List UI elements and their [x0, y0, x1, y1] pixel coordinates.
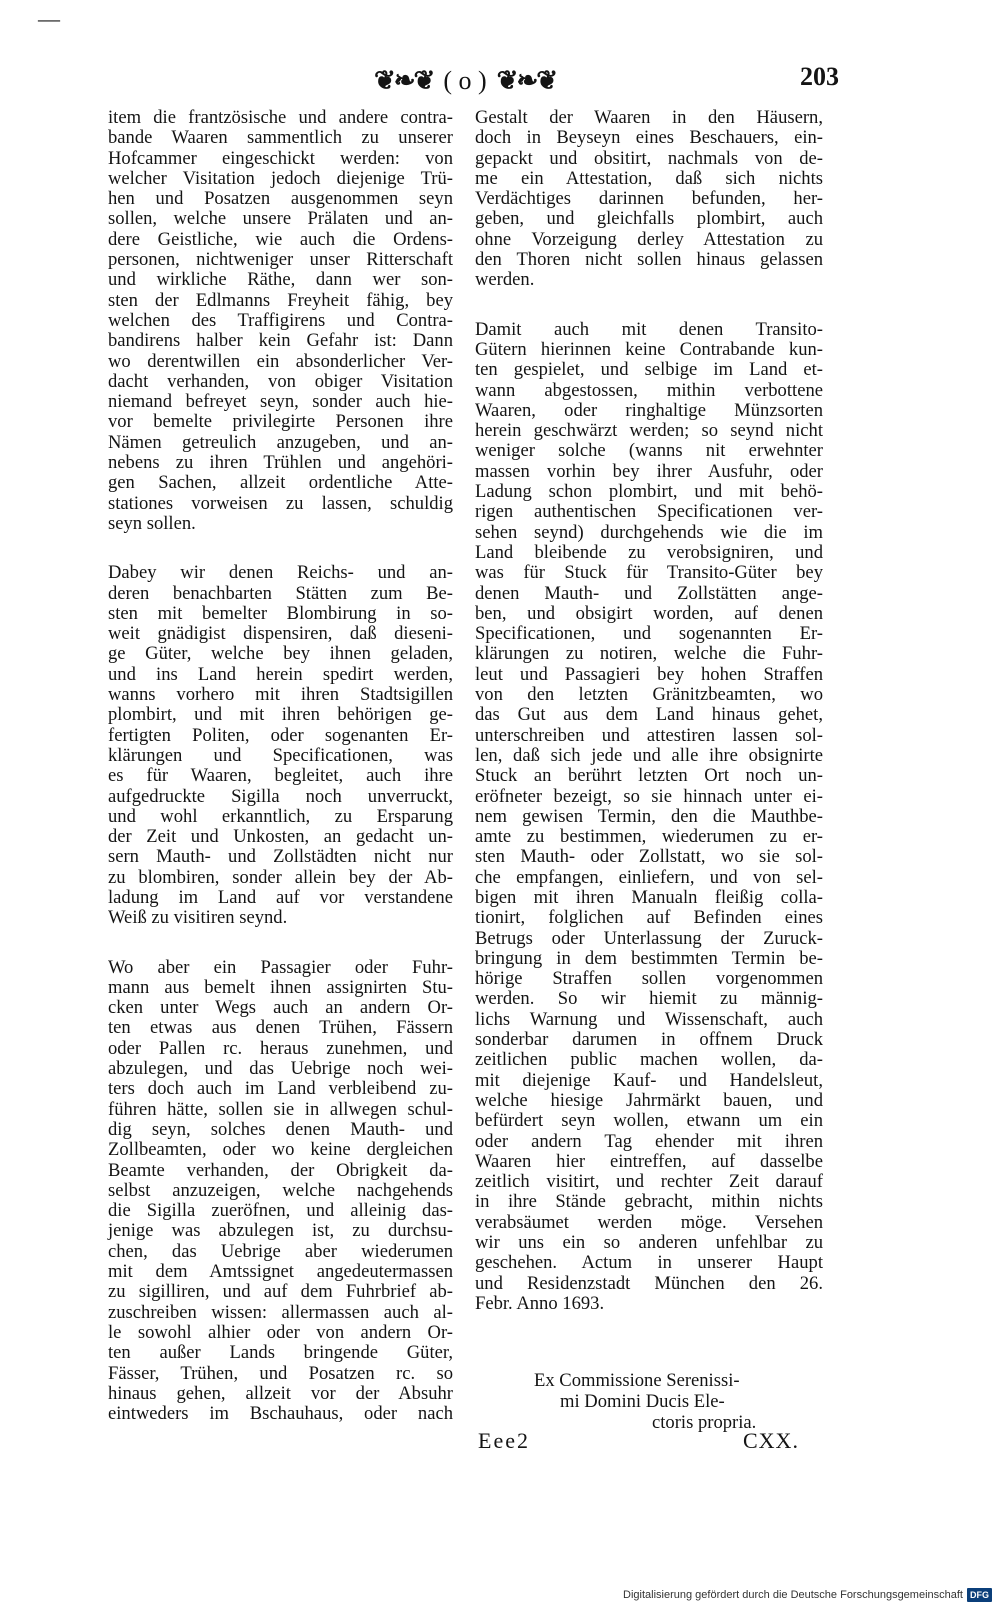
- text-line: hen und Posatzen ausgenommen seyn: [108, 188, 453, 210]
- ornament-right: ❦❧❦: [496, 66, 557, 95]
- footer-credit: [623, 1587, 992, 1603]
- text-line: sten Mauth- oder Zollstatt, wo sie sol-: [475, 846, 823, 868]
- text-line: bande Waaren sammentlich zu unserer: [108, 127, 453, 149]
- text-line: und wohl erkanntlich, zu Ersparung: [108, 805, 453, 827]
- text-line: sern Mauth- und Zollstädten nicht nur: [108, 846, 453, 868]
- text-line: nem gewisen Termin, den die Mauthbe-: [475, 805, 823, 827]
- text-line: bringung in dem bestimmten Termin be-: [475, 947, 823, 969]
- text-line: sten mit bemelter Blombirung in so-: [108, 602, 453, 624]
- signature-line-1: Ex Commissione Serenissi-: [534, 1370, 740, 1391]
- text-line: zuschreiben wissen: allermassen auch al-: [108, 1301, 453, 1323]
- text-line: unterschreiben und attestiren lassen sol-: [475, 724, 823, 746]
- text-line: ten etwas aus denen Trühen, Fässern: [108, 1017, 453, 1039]
- text-line: oder andern Tag ehender mit ihren: [475, 1130, 823, 1152]
- text-line: hinaus gehen, allzeit vor der Absuhr: [108, 1382, 453, 1404]
- text-line: stationes vorweisen zu lassen, schuldig: [108, 492, 453, 514]
- text-line: ladung im Land auf vor verstandene: [108, 886, 453, 908]
- text-line: befürdert seyn wollen, etwann um ein: [475, 1110, 823, 1132]
- text-line: leut und Passagieri bey hohen Straffen: [475, 663, 823, 685]
- text-line: sollen, welche unsere Prälaten und an-: [108, 208, 453, 230]
- text-line: vor bemelte privilegirte Personen ihre: [108, 411, 453, 433]
- text-line: bandirens halber kein Gefahr ist: Dann: [108, 330, 453, 352]
- text-line: oder Pallen rc. heraus zunehmen, und: [108, 1037, 453, 1059]
- text-line: len, daß sich jede und alle ihre obsignirte: [475, 744, 823, 766]
- text-line: tionirt, folglichen auf Befinden eines: [475, 907, 823, 929]
- dfg-logo-icon: DFG: [967, 1588, 992, 1602]
- text-line: wanns vorhero mit ihren Stadtsigillen: [108, 684, 453, 706]
- text-line: der Zeit und Unkosten, an gedacht un-: [108, 826, 453, 848]
- ornament-left: ❦❧❦: [373, 66, 434, 95]
- text-line: und wirkliche Räthe, dann wer son-: [108, 269, 453, 291]
- text-line: Waaren, oder ringhaltige Münzsorten: [475, 399, 823, 421]
- text-line: ge Güter, welche bey ihnen geladen,: [108, 643, 453, 665]
- text-line: niemand befreyet seyn, sonder auch hie-: [108, 391, 453, 413]
- text-line: und ins Land herein spedirt werden,: [108, 663, 453, 685]
- text-line: bigen mit ihren Manualn fleißig colla-: [475, 886, 823, 908]
- text-line: werden.: [475, 269, 535, 291]
- text-line: zu blombiren, sonder allein bey der Ab-: [108, 866, 453, 888]
- text-line: die Sigilla zueröfnen, und alleinig das-: [108, 1200, 453, 1222]
- text-line: sten der Edlmanns Freyheit fähig, bey: [108, 289, 453, 311]
- text-line: Fässer, Trühen, und Posatzen rc. so: [108, 1362, 453, 1384]
- text-line: Febr. Anno 1693.: [475, 1292, 605, 1314]
- paragraph-gap: [108, 534, 453, 563]
- signature-line-3: ctoris propria.: [652, 1412, 757, 1433]
- text-line: welche hiesige Jahrmärkt bauen, und: [475, 1089, 823, 1111]
- text-line: abzulegen, und das Uebrige noch wei-: [108, 1058, 453, 1080]
- text-line: was für Stuck für Transito-Güter bey: [475, 562, 823, 584]
- text-line: klärungen zu notiren, welche die Fuhr-: [475, 643, 823, 665]
- text-line: selbst anzuzeigen, welche nachgehends: [108, 1179, 453, 1201]
- text-line: klärungen und Specificationen, was: [108, 744, 453, 766]
- page-header: [320, 62, 610, 100]
- text-line: Weiß zu visitiren seynd.: [108, 907, 288, 929]
- text-line: weniger solche (wanns nit erwehnter: [475, 440, 823, 462]
- text-line: ohne Vorzeigung derley Attestation zu: [475, 228, 823, 250]
- text-line: Land bleibende zu verobsigniren, und: [475, 541, 823, 563]
- text-line: che empfangen, einliefern, und von sel-: [475, 866, 823, 888]
- text-line: hörige Straffen sollen vorgenommen: [475, 968, 823, 990]
- text-line: das Gut aus dem Land hinaus gehet,: [475, 704, 823, 726]
- text-line: plombirt, und mit ihren behörigen ge-: [108, 704, 453, 726]
- next-document-number: CXX.: [743, 1428, 799, 1453]
- text-line: dere Geistliche, wie auch die Ordens-: [108, 228, 453, 250]
- text-line: Ladung schon plombirt, und mit behö-: [475, 481, 823, 503]
- text-line: ben, und obsigirt worden, auf denen: [475, 602, 823, 624]
- text-line: geschehen. Actum in unserer Haupt: [475, 1252, 823, 1274]
- text-line: rigen authentischen Specificationen ver-: [475, 501, 823, 523]
- text-line: lichs Warnung und Wissenschaft, auch: [475, 1008, 823, 1030]
- text-line: eröfneter bezeigt, so sie hinnach unter ei-: [475, 785, 823, 807]
- text-line: herein geschwärzt werden; so seynd nicht: [475, 420, 823, 442]
- text-line: denen Mauth- und Zollstätten ange-: [475, 582, 823, 604]
- right-column: [475, 108, 823, 1314]
- text-line: dacht verhanden, von obiger Visitation: [108, 370, 453, 392]
- text-line: es für Waaren, begleitet, auch ihre: [108, 765, 453, 787]
- text-line: gen Sachen, allzeit ordentliche Atte-: [108, 472, 453, 494]
- text-line: eintweders im Bschauhaus, oder nach: [108, 1403, 453, 1425]
- text-line: mann aus bemelt ihnen assignirten Stu-: [108, 976, 453, 998]
- text-line: le sowohl alhier oder von andern Or-: [108, 1321, 453, 1343]
- text-line: Dabey wir denen Reichs- und an-: [108, 562, 453, 584]
- text-line: in ihre Stände gebracht, mithin nichts: [475, 1191, 823, 1213]
- text-line: zu sigilliren, und auf dem Fuhrbrief ab-: [108, 1281, 453, 1303]
- text-line: Waaren hier eintreffen, auf dasselbe: [475, 1150, 823, 1172]
- text-line: Zollbeamten, oder wo keine dergleichen: [108, 1139, 453, 1161]
- text-line: seyn sollen.: [108, 512, 196, 534]
- text-line: zeitlichen public machen wollen, da-: [475, 1049, 823, 1071]
- text-line: von den letzten Gränitzbeamten, wo: [475, 684, 823, 706]
- text-line: chen, das Uebrige aber wiederumen: [108, 1240, 453, 1262]
- text-line: weit gnädigist dispensiren, daß dieseni-: [108, 623, 453, 645]
- text-line: zeitlich visitirt, und rechter Zeit darauf: [475, 1171, 823, 1193]
- text-line: mit dem Amtssignet angedeutermassen: [108, 1261, 453, 1283]
- text-line: führen hätte, sollen sie in allwegen schul-: [108, 1098, 453, 1120]
- text-line: geben, und gleichfalls plombirt, auch: [475, 208, 823, 230]
- text-line: me ein Attestation, daß sich nichts: [475, 167, 823, 189]
- text-line: Betrugs oder Unterlassung der Zuruck-: [475, 927, 823, 949]
- text-line: Verdächtiges darinnen befunden, her-: [475, 188, 823, 210]
- text-line: welchen des Traffigirens und Contra-: [108, 309, 453, 331]
- text-line: aufgedruckte Sigilla noch unverruckt,: [108, 785, 453, 807]
- text-line: mit diejenige Kauf- und Handelsleut,: [475, 1069, 823, 1091]
- text-line: Hofcammer eingeschickt werden: von: [108, 147, 453, 169]
- text-line: verabsäumet werden möge. Versehen: [475, 1211, 823, 1233]
- text-line: wo derentwillen ein absonderlicher Ver-: [108, 350, 453, 372]
- text-line: welcher Visitation jedoch diejenige Trü-: [108, 167, 453, 189]
- text-line: gepackt und obsitirt, nachmals von de-: [475, 147, 823, 169]
- header-mark: ( o ): [443, 66, 487, 95]
- text-line: Wo aber ein Passagier oder Fuhr-: [108, 956, 453, 978]
- text-line: item die frantzösische und andere contra-: [108, 107, 453, 128]
- text-line: werden. So wir hiemit zu männig-: [475, 988, 823, 1010]
- text-line: personen, nichtweniger unser Ritterschaft: [108, 249, 453, 271]
- text-line: Stuck an berührt letzten Ort noch un-: [475, 765, 823, 787]
- text-line: Damit auch mit denen Transito-: [475, 318, 823, 340]
- text-line: Gütern hierinnen keine Contrabande kun-: [475, 338, 823, 360]
- text-line: deren benachbarten Stätten zum Be-: [108, 582, 453, 604]
- text-line: ters doch auch im Land verbleibend zu-: [108, 1078, 453, 1100]
- text-line: doch in Beyseyn eines Beschauers, ein-: [475, 127, 823, 149]
- text-line: fertigten Politen, oder sogenanten Er-: [108, 724, 453, 746]
- text-line: sehen seynd) durchgehends wie die im: [475, 521, 823, 543]
- text-line: den Thoren nicht sollen hinaus gelassen: [475, 249, 823, 271]
- paragraph-gap: [475, 291, 823, 320]
- text-line: sonderbar darumen in offnem Druck: [475, 1029, 823, 1051]
- paragraph-gap: [108, 929, 453, 958]
- text-line: Gestalt der Waaren in den Häusern,: [475, 107, 823, 128]
- left-column: [108, 108, 453, 1424]
- text-line: Nämen getreulich anzugeben, und an-: [108, 431, 453, 453]
- text-line: ten gespielet, und selbige im Land et-: [475, 359, 823, 381]
- text-line: ten außer Lands bringende Güter,: [108, 1342, 453, 1364]
- catchword: Eee2: [478, 1428, 530, 1453]
- text-line: wann abgestossen, mithin verbottene: [475, 379, 823, 401]
- text-line: Beamte verhanden, der Obrigkeit da-: [108, 1159, 453, 1181]
- text-line: und Residenzstadt München den 26.: [475, 1272, 823, 1294]
- text-line: massen vorhin bey ihrer Ausfuhr, oder: [475, 460, 823, 482]
- text-line: jenige was abzulegen ist, zu durchsu-: [108, 1220, 453, 1242]
- text-line: dig seyn, solches denen Mauth- und: [108, 1118, 453, 1140]
- corner-mark: —: [38, 6, 60, 31]
- signature-line-2: mi Domini Ducis Ele-: [560, 1391, 725, 1412]
- text-line: Specificationen, und sogenannten Er-: [475, 623, 823, 645]
- text-line: amte zu bestimmen, wiederumen zu er-: [475, 826, 823, 848]
- text-line: cken unter Wegs auch an andern Or-: [108, 997, 453, 1019]
- text-line: nebens zu ihren Trühlen und angehöri-: [108, 452, 453, 474]
- text-line: wir uns ein so anderen unfehlbar zu: [475, 1232, 823, 1254]
- footer-text: Digitalisierung gefördert durch die Deutsche Forschungsgemeinschaft: [623, 1589, 963, 1601]
- page-number: 203: [800, 62, 839, 91]
- signature-block: [534, 1370, 756, 1433]
